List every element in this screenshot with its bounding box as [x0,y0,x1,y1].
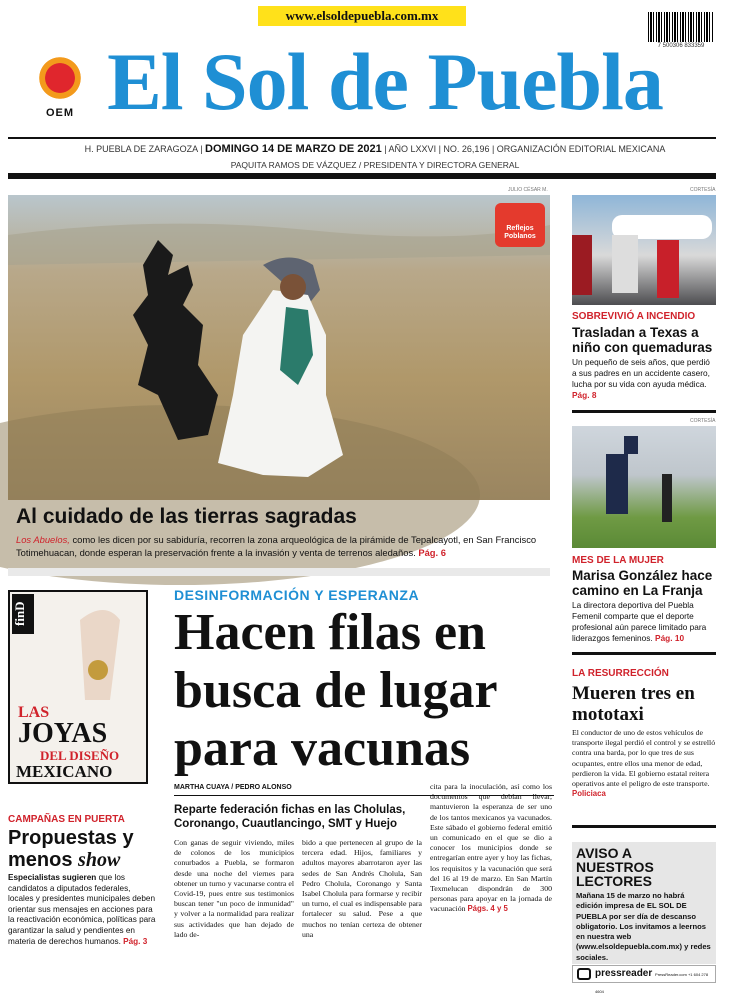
lead-summary: Los Abuelos, como les dicen por su sabiduría, recorren la zona arqueológica de la pirámide de Tepalcayotl, en San Francisco Totimehuacan, donde esperan la preservación frente a la invasión y venta de terrenos aledaños. Pág. 6 [16,534,537,558]
photo-credit: CORTESÍA [690,418,716,424]
dateline: H. PUEBLA DE ZARAGOZA | DOMINGO 14 DE MARZO DE 2021 | AÑO LXXVI | NO. 26,196 | ORGANIZACIÓN EDITORIAL MEXICANA [84,143,666,155]
fin-line3: DEL DISEÑO [40,748,120,763]
aviso-title: AVISO A NUESTROS LECTORES [576,845,654,889]
main-col3: cita para la inoculación, así como los documentos que debían llevar, mantuvieron la esperanza de ser uno de los tantos mexicanos ya vacunados. Este sábado el gobierno federal emitió un comunicado en el que se dio a conocer los municipios donde se entregarían entre ayer y hoy las fichas, los requisitos y la vacunación que será del 16 al 19 de marzo. En San Martín Texmelucan dispondrán de 300 personas para apoyar en la jornada de vacunación Págs. 4 y 5 [430,782,552,914]
fin-logo: finD [12,594,34,634]
side1-body: Un pequeño de seis años, que perdió a sus padres en un accidente casero, lucha por su vida con ayuda médica. Pág. 8 [572,357,710,400]
divider [572,410,716,413]
main-col2: bido a que pertenecen al grupo de la tercera edad. Hijos, familiares y adultos mayores abarrotaron ayer las sedes de San Andrés Cholula, San Pedro Cholula, Coronango y Santa Isabel Cholula para formarse y recibir un turno, el cual es indispensable para fortalecer su salud. Pese a que muchos no tenían certeza de obtener una [302,838,422,939]
oem-sun-logo [34,52,86,104]
website-url: www.elsoldepuebla.com.mx [258,6,466,26]
oem-logo-text: OEM [45,107,75,119]
left-kicker: CAMPAÑAS EN PUERTA [8,814,125,825]
pressreader-bar: pressreader PressReader.com +1 604 278 4604 [572,965,716,983]
side2-photo [572,426,716,548]
reflejos-poblanos-badge: Reflejos Poblanos [495,203,545,247]
side1-kicker: SOBREVIVIÓ A INCENDIO [572,311,696,322]
director-line: PAQUITA RAMOS DE VÁZQUEZ / PRESIDENTA Y DIRECTORA GENERAL [230,160,520,170]
masthead: El Sol de Puebla [107,36,663,127]
main-headline: Hacen filas en busca de lugar para vacunas [174,604,497,777]
side3-headline: Mueren tres en mototaxi [572,683,695,725]
fin-ad [8,590,148,784]
lead-headline: Al cuidado de las tierras sagradas [16,505,357,528]
byline: MARTHA CUAYA / PEDRO ALONSO [174,784,292,791]
main-deck: Reparte federación fichas en las Cholulas, Coronango, Cuautlancingo, SMT y Huejo [174,804,406,830]
pressreader-icon [577,968,591,980]
main-col1: Con ganas de seguir viviendo, miles de colonos de los municipios conurbados a Puebla, se formaron desde una noche del viernes para obtener un turno y vacunarse contra el Covid-19, pues entre sus testimonios buscan tener "un poco de inmunidad" y volver a la normalidad para realizar sus actividades que han dejado de lado de- [174,838,294,939]
divider [8,173,716,179]
side2-kicker: MES DE LA MUJER [572,555,664,566]
fin-line2: JOYAS [18,718,108,749]
divider [572,652,716,655]
divider [572,825,716,828]
side3-body: El conductor de uno de estos vehículos de transporte ilegal perdió el control y se estrelló contra una barda, por lo que tres de sus ocupantes, entre ellos una menor de edad, perdieron la vida. El gobierno estatal reitera operativos ante el peligro de este transporte. Policiaca [572,728,716,799]
side3-kicker: LA RESURRECCIÓN [572,668,669,679]
fin-line4: MEXICANO [16,762,113,781]
lead-shadow-bar [8,568,550,576]
aviso-body: Mañana 15 de marzo no habrá edición impresa de EL SOL DE PUEBLA por ser día de descanso obligatorio. Los invitamos a leernos en nuestra web (www.elsoldepuebla.com.mx) y redes sociales. [576,891,711,962]
left-body: Especialistas sugieren que los candidatos a diputados federales, locales y presidentes municipales deben orientar sus mensajes en acciones para la reactivación económica, políticas para garantizar la salud y pendientes en materia de derechos humanos. Pág. 3 [8,873,156,946]
side2-headline: Marisa González hace camino en La Franja [572,568,713,598]
lead-photo [8,195,550,500]
main-kicker: DESINFORMACIÓN Y ESPERANZA [174,587,420,603]
side2-body: La directora deportiva del Puebla Femenil comparte que el deporte profesional aún parece limitado para liderazgos femeninos. Pág. 10 [572,600,707,643]
divider [8,137,716,139]
photo-credit: CORTESÍA [690,187,716,193]
left-headline: Propuestas y menos show [8,827,134,871]
barcode-number: 7 500306 833359 [657,43,705,49]
aviso-box [572,842,716,964]
side1-photo [572,195,716,305]
fin-line1: LAS [18,704,50,721]
photo-credit: JULIO CÉSAR M. [508,187,548,193]
side1-headline: Trasladan a Texas a niño con quemaduras [572,325,713,355]
